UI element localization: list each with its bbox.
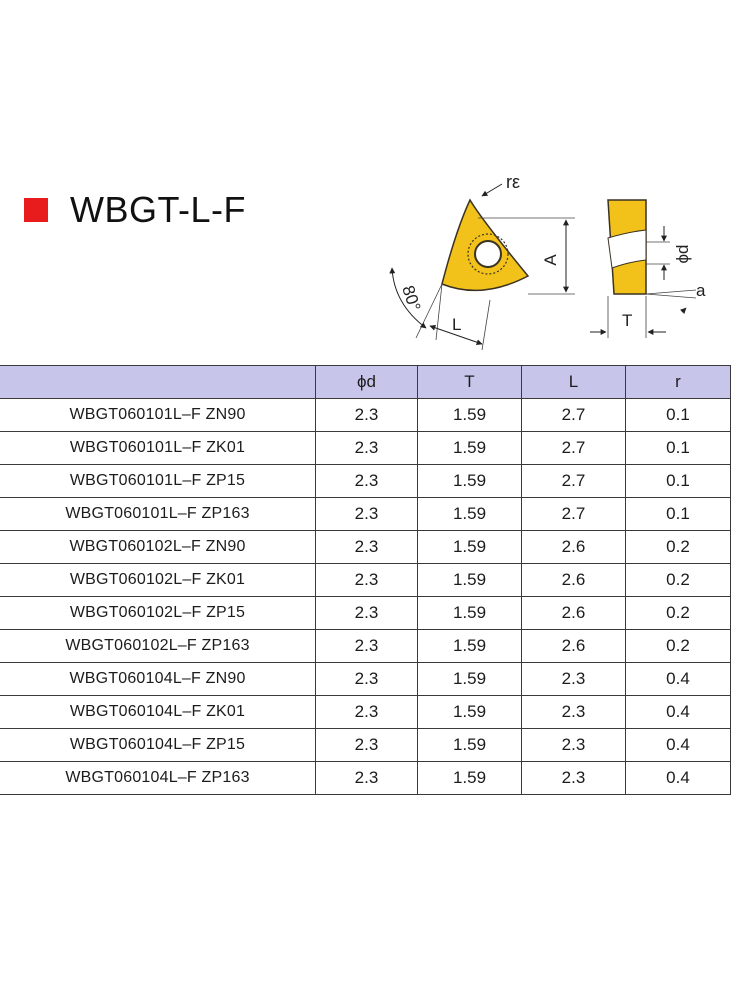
diameter-cell: 2.3 xyxy=(316,465,418,498)
length-cell: 2.7 xyxy=(522,432,626,465)
red-square-icon xyxy=(24,198,48,222)
diameter-cell: 2.3 xyxy=(316,564,418,597)
table-row xyxy=(0,597,731,630)
model-cell: WBGT060104L–F ZP15 xyxy=(0,729,316,762)
table-row xyxy=(0,663,731,696)
radius-cell: 0.2 xyxy=(626,630,731,663)
length-cell: 2.7 xyxy=(522,498,626,531)
radius-cell: 0.2 xyxy=(626,564,731,597)
clearance-label: a xyxy=(696,281,706,300)
height-label: A xyxy=(541,254,560,266)
table-row xyxy=(0,498,731,531)
thickness-cell: 1.59 xyxy=(418,498,522,531)
radius-cell: 0.4 xyxy=(626,729,731,762)
radius-cell: 0.2 xyxy=(626,531,731,564)
radius-cell: 0.4 xyxy=(626,663,731,696)
header-model xyxy=(0,366,316,399)
header-thickness: T xyxy=(418,366,522,399)
table-row xyxy=(0,465,731,498)
thickness-cell: 1.59 xyxy=(418,696,522,729)
diameter-cell: 2.3 xyxy=(316,663,418,696)
header-diameter: ϕd xyxy=(316,366,418,399)
length-cell: 2.3 xyxy=(522,729,626,762)
header-radius: r xyxy=(626,366,731,399)
length-cell: 2.3 xyxy=(522,696,626,729)
diameter-cell: 2.3 xyxy=(316,630,418,663)
page-title: WBGT-L-F xyxy=(70,189,246,230)
thickness-cell: 1.59 xyxy=(418,630,522,663)
thickness-cell: 1.59 xyxy=(418,762,522,795)
diameter-cell: 2.3 xyxy=(316,729,418,762)
length-cell: 2.6 xyxy=(522,630,626,663)
diameter-cell: 2.3 xyxy=(316,498,418,531)
diameter-label: ϕd xyxy=(673,244,692,264)
table-row xyxy=(0,729,731,762)
insert-diagram xyxy=(370,160,731,360)
diameter-cell: 2.3 xyxy=(316,531,418,564)
model-cell: WBGT060102L–F ZK01 xyxy=(0,564,316,597)
length-cell: 2.6 xyxy=(522,531,626,564)
model-cell: WBGT060101L–F ZP15 xyxy=(0,465,316,498)
table-row xyxy=(0,564,731,597)
model-cell: WBGT060104L–F ZP163 xyxy=(0,762,316,795)
diameter-cell: 2.3 xyxy=(316,696,418,729)
length-cell: 2.6 xyxy=(522,597,626,630)
length-cell: 2.3 xyxy=(522,762,626,795)
model-cell: WBGT060101L–F ZN90 xyxy=(0,399,316,432)
model-cell: WBGT060101L–F ZK01 xyxy=(0,432,316,465)
title-block xyxy=(24,190,246,230)
radius-cell: 0.4 xyxy=(626,696,731,729)
diameter-cell: 2.3 xyxy=(316,399,418,432)
radius-cell: 0.1 xyxy=(626,465,731,498)
thickness-cell: 1.59 xyxy=(418,432,522,465)
length-cell: 2.7 xyxy=(522,465,626,498)
length-cell: 2.3 xyxy=(522,663,626,696)
model-cell: WBGT060104L–F ZK01 xyxy=(0,696,316,729)
radius-cell: 0.1 xyxy=(626,399,731,432)
thickness-cell: 1.59 xyxy=(418,465,522,498)
radius-cell: 0.1 xyxy=(626,432,731,465)
model-cell: WBGT060102L–F ZP15 xyxy=(0,597,316,630)
model-cell: WBGT060102L–F ZP163 xyxy=(0,630,316,663)
angle-label: 80° xyxy=(398,283,425,314)
length-label: L xyxy=(452,315,462,334)
diameter-cell: 2.3 xyxy=(316,762,418,795)
table-row xyxy=(0,399,731,432)
length-cell: 2.6 xyxy=(522,564,626,597)
table-row xyxy=(0,531,731,564)
thickness-cell: 1.59 xyxy=(418,597,522,630)
table-row xyxy=(0,762,731,795)
thickness-cell: 1.59 xyxy=(418,729,522,762)
table-row xyxy=(0,696,731,729)
thickness-label: T xyxy=(622,311,633,330)
thickness-cell: 1.59 xyxy=(418,564,522,597)
radius-cell: 0.4 xyxy=(626,762,731,795)
table-row xyxy=(0,432,731,465)
thickness-cell: 1.59 xyxy=(418,399,522,432)
spec-table xyxy=(0,365,731,795)
model-cell: WBGT060102L–F ZN90 xyxy=(0,531,316,564)
thickness-cell: 1.59 xyxy=(418,663,522,696)
table-header-row xyxy=(0,366,731,399)
diameter-cell: 2.3 xyxy=(316,432,418,465)
diameter-cell: 2.3 xyxy=(316,597,418,630)
table-row xyxy=(0,630,731,663)
radius-cell: 0.1 xyxy=(626,498,731,531)
radius-cell: 0.2 xyxy=(626,597,731,630)
thickness-cell: 1.59 xyxy=(418,531,522,564)
insert-side-view xyxy=(590,200,696,338)
length-cell: 2.7 xyxy=(522,399,626,432)
header-length: L xyxy=(522,366,626,399)
insert-top-view xyxy=(392,184,575,350)
model-cell: WBGT060104L–F ZN90 xyxy=(0,663,316,696)
corner-radius-label: rε xyxy=(506,172,521,192)
model-cell: WBGT060101L–F ZP163 xyxy=(0,498,316,531)
